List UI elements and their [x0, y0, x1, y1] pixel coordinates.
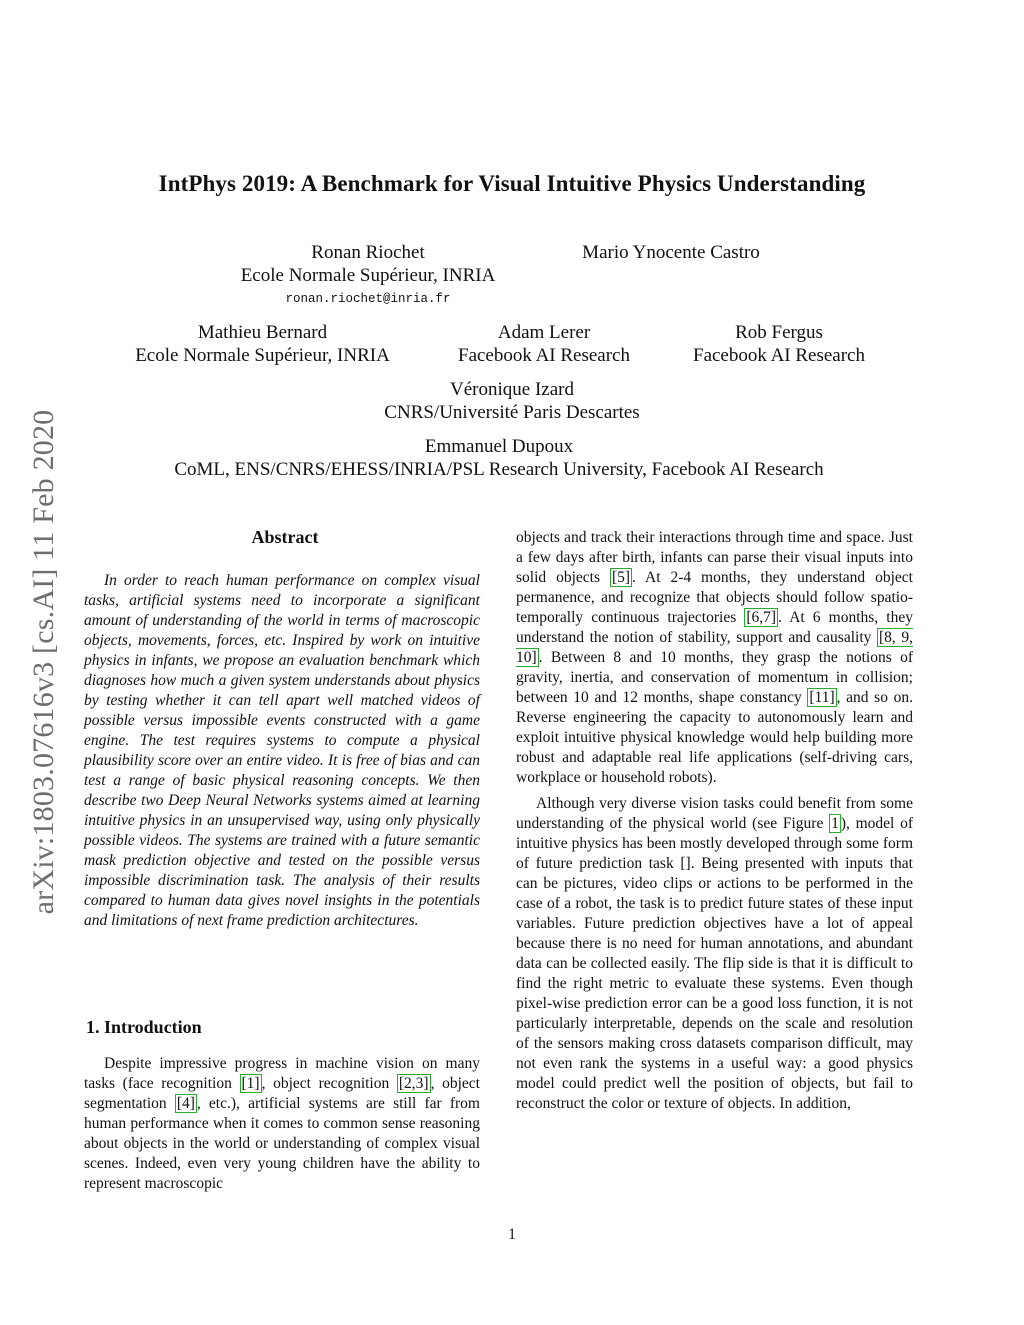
right-column-text: [516, 528, 913, 1114]
section-heading-introduction: 1. Introduction: [86, 1017, 202, 1037]
author-name: Mathieu Bernard: [197, 322, 328, 343]
citation-link[interactable]: [8, 9, 10]: [516, 629, 913, 666]
figure-link[interactable]: 1: [831, 815, 839, 832]
citation-link[interactable]: [11]: [809, 689, 835, 706]
citation-link[interactable]: [2,3]: [398, 1075, 429, 1092]
author-name: Véronique Izard: [450, 379, 574, 400]
author-affiliation: Facebook AI Research: [458, 345, 630, 366]
abstract-heading: Abstract: [251, 527, 319, 547]
author-affiliation: Ecole Normale Supérieur, INRIA: [135, 345, 390, 366]
author-fergus: [668, 321, 890, 367]
abstract-text: In order to reach human performance on complex visual tasks, artificial systems need to incorporate a significant amount of understanding of the world in terms of macroscopic objects, movements, forces, etc. Inspired by work on intuitive physics in infants, we propose an evaluation benchmark which diagnoses how much a given system understands about physics by testing whether it can tell apart well matched videos of possible versus impossible events constructed with a game engine. The test requires systems to compute a physical plausibility score over an entire video. It is free of bias and can test a range of basic physical reasoning concepts. We then describe two Deep Neural Networks systems aimed at learning intuitive physics in an unsupervised way, using only physically possible videos. The systems are trained with a future semantic mask prediction objective and tested on the possible versus impossible discrimination task. The analysis of their results compared to human data gives novel insights in the potentials and limitations of next frame prediction architectures.: [84, 572, 480, 929]
author-riochet: [200, 241, 536, 287]
author-name: Rob Fergus: [735, 322, 823, 343]
author-email[interactable]: ronan.riochet@inria.fr: [285, 292, 451, 306]
page-number: 1: [508, 1226, 516, 1243]
paper-title: IntPhys 2019: A Benchmark for Visual Intuitive Physics Understanding: [158, 171, 866, 196]
citation-link[interactable]: []: [680, 855, 691, 872]
citation-link[interactable]: [1]: [241, 1075, 260, 1092]
citation-link[interactable]: [4]: [176, 1095, 195, 1112]
author-name: Emmanuel Dupoux: [424, 436, 574, 457]
author-lerer: [434, 321, 654, 367]
author-affiliation: CoML, ENS/CNRS/EHESS/INRIA/PSL Research University, Facebook AI Research: [174, 459, 824, 480]
paragraph: Although very diverse vision tasks could benefit from some understanding of the physical world (see Figure 1 ), model of intuitive physics has been mostly developed through some form of future prediction task []. Being presented with inputs that can be pictures, video clips or actions to be performed in the case of a robot, the task is to predict future states of these input variables. Future prediction objectives have a lot of appeal because there is no need for human annotations, and abundant data can be collected easily. The flip side is that it is difficult to find the right metric to evaluate these systems. Even though pixel-wise prediction error can be a good loss function, it is not particularly interpretable, depends on the scale and resolution of the sensors making cross datasets comparison difficult, may not even rank the systems in a useful way: a good physics model could predict well the position of objects, but fail to reconstruct the color or texture of objects. In addition,: [516, 795, 913, 1112]
introduction-paragraph: Despite impressive progress in machine vision on many tasks (face recognition [1] , object recognition [2,3] , object segmentation [4] , etc.), artificial systems are still far from human performance when it comes to common sense reasoning about objects in the world or understanding of complex visual scenes. Indeed, even very young children have the ability to represent macroscopic: [84, 1055, 480, 1192]
author-name: Ronan Riochet: [311, 242, 425, 263]
arxiv-stamp: arXiv:1803.07616v3 [cs.AI] 11 Feb 2020: [27, 409, 60, 915]
citation-link[interactable]: [6,7]: [746, 609, 777, 626]
author-izard: [250, 378, 774, 424]
author-name: Adam Lerer: [497, 322, 591, 343]
author-affiliation: Facebook AI Research: [693, 345, 865, 366]
author-affiliation: Ecole Normale Supérieur, INRIA: [240, 265, 496, 286]
author-castro: [540, 241, 802, 264]
citation-link[interactable]: [5]: [611, 569, 631, 586]
author-affiliation: CNRS/Université Paris Descartes: [384, 402, 640, 423]
author-bernard: [100, 321, 425, 367]
author-name: Mario Ynocente Castro: [582, 242, 760, 263]
paragraph: objects and track their interactions through time and space. Just a few days after birth, infants can parse their visual inputs into solid objects [5] . At 2-4 months, they understand object permanence, and recognize that objects should follow spatio-temporally continuous trajectories [6,7] . At 6 months, they understand the notion of stability, support and causality [8, 9, 10] . Between 8 and 10 months, they grasp the notions of gravity, inertia, and conservation of momentum in collision; between 10 and 12 months, shape constancy [11] , and so on. Reverse engineering the capacity to autonomously learn and exploit intuitive physical knowledge would help building more robust and adaptable real life applications (self-driving cars, workplace or household robots).: [516, 529, 913, 786]
author-dupoux: [100, 435, 898, 481]
